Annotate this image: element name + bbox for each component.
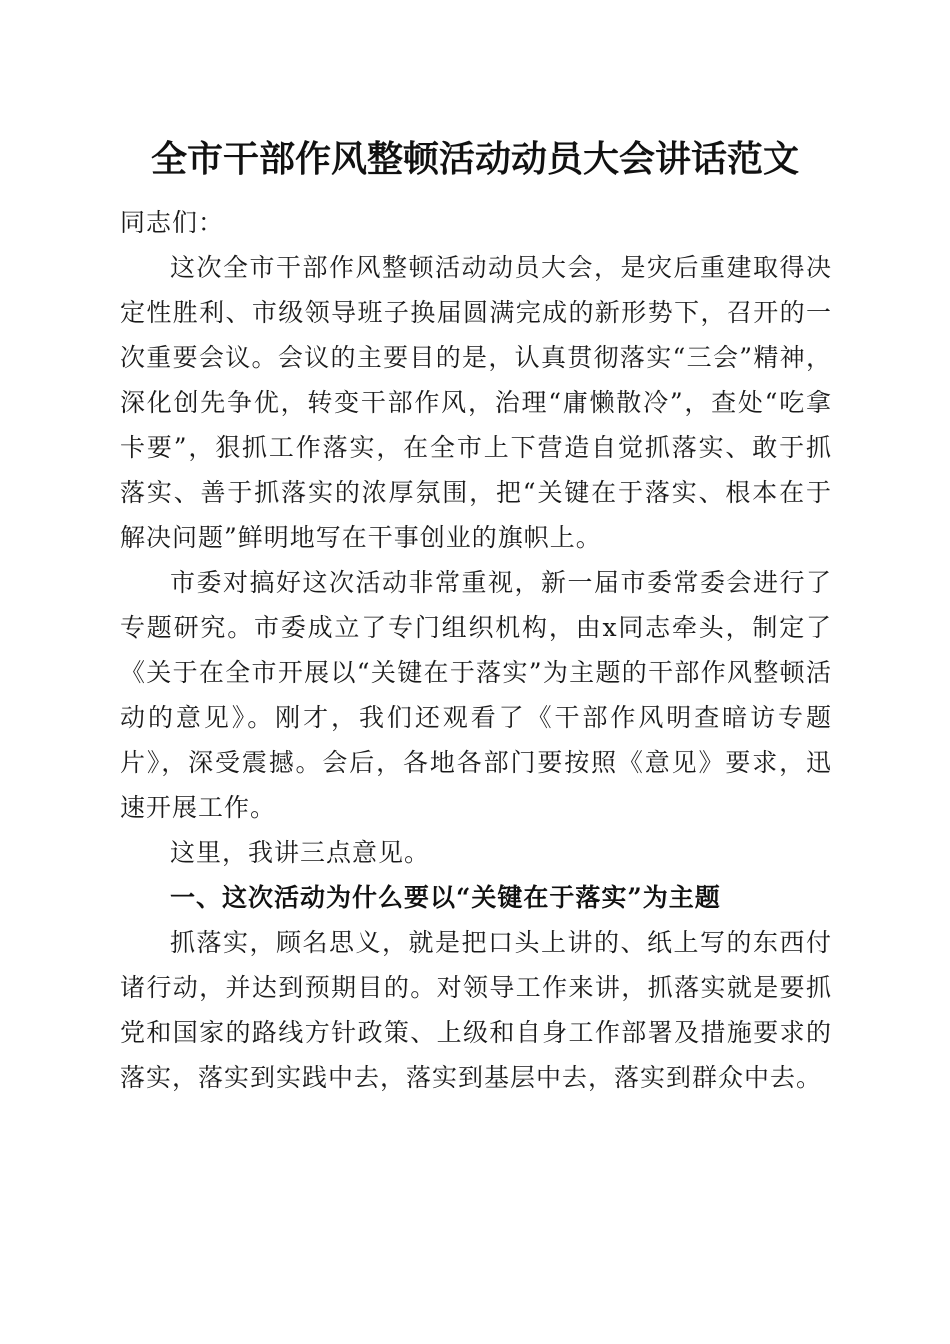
paragraph-implementation: 抓落实，顾名思义，就是把口头上讲的、纸上写的东西付诸行动，并达到预期目的。对领导工作来讲，抓落实就是要抓党和国家的路线方针政策、上级和自身工作部署及措施要求的落实，落实到实践中去，落实到基层中去，落实到群众中去。: [120, 928, 832, 1092]
paragraph-three-points: 这里，我讲三点意见。: [170, 838, 431, 867]
salutation: 同志们：: [120, 208, 225, 237]
document-title: 全市干部作风整顿活动动员大会讲话范文: [150, 138, 799, 180]
paragraph-intro: 这次全市干部作风整顿活动动员大会，是灾后重建取得决定性胜利、市级领导班子换届圆满完成的新形势下，召开的一次重要会议。会议的主要目的是，认真贯彻落实“三会”精神，深化创先争优，转变干部作风，治理“庸懒散冷”，查处“吃拿卡要”，狠抓工作落实，在全市上下营造自觉抓落实、敢于抓落实、善于抓落实的浓厚氛围，把“关键在于落实、根本在于解决问题”鲜明地写在干事创业的旗帜上。: [120, 253, 832, 552]
document-body: [120, 200, 832, 1100]
section-heading-one: 一、这次活动为什么要以“关键在于落实”为主题: [170, 883, 721, 912]
paragraph-committee: 市委对搞好这次活动非常重视，新一届市委常委会进行了专题研究。市委成立了专门组织机构，由x同志牵头，制定了《关于在全市开展以“关键在于落实”为主题的干部作风整顿活动的意见》。刚才，我们还观看了《干部作风明查暗访专题片》，深受震撼。会后，各地各部门要按照《意见》要求，迅速开展工作。: [120, 568, 832, 822]
